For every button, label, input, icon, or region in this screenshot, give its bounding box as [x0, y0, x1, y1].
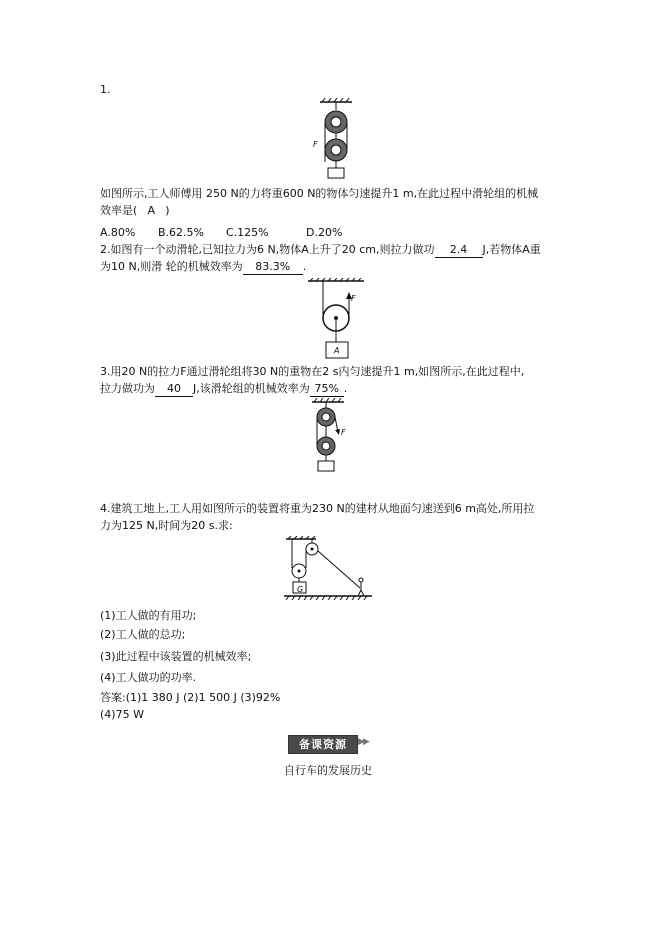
q2-text-post: J,若物体A重: [482, 243, 541, 256]
q2-blank-efficiency: 83.3%: [243, 260, 303, 275]
q2-text2-post: .: [302, 260, 307, 273]
q1-option-d: D.20%: [306, 226, 343, 239]
chevron-right-icon: ▶▶: [358, 737, 368, 747]
q3-line2: [100, 382, 347, 397]
q4-line2: 力为125 N,时间为20 s.求:: [100, 519, 233, 532]
q3-pulley-figure: [308, 398, 364, 474]
q3-force-label: F: [341, 428, 346, 437]
resource-title: 自行车的发展历史: [284, 764, 372, 777]
q3-text-pre: 拉力做功为: [100, 382, 155, 395]
q4-subquestion-1: (1)工人做的有用功;: [100, 609, 197, 622]
q2-text-pre: 2.如图有一个动滑轮,已知拉力为6 N,物体A上升了20 cm,则拉力做功: [100, 243, 435, 256]
q2-blank-work: 2.4: [435, 243, 483, 258]
q1-option-b: B.62.5%: [158, 226, 204, 239]
q2-block-label: A: [334, 346, 340, 355]
q4-subquestion-4: (4)工人做功的功率.: [100, 671, 197, 684]
q3-blank-work: 40: [155, 382, 193, 397]
q1-stem-pre: 效率是(: [100, 204, 138, 217]
q4-answer-line2: (4)75 W: [100, 708, 144, 721]
q1-stem-post: ): [165, 204, 170, 217]
q2-line1: [100, 243, 541, 258]
q1-number: 1.: [100, 83, 111, 96]
q3-blank-efficiency: 75%: [310, 382, 344, 397]
q4-line1: 4.建筑工地上,工人用如图所示的装置将重为230 N的建材从地面匀速送到6 m高处,所用拉: [100, 502, 535, 515]
q1-option-a: A.80%: [100, 226, 136, 239]
q1-line1: 如图所示,工人师傅用 250 N的力将重600 N的物体匀速提升1 m,在此过程中滑轮组的机械: [100, 187, 539, 200]
q1-option-c: C.125%: [226, 226, 269, 239]
q2-text2-pre: 为10 N,则滑 轮的机械效率为: [100, 260, 243, 273]
q4-block-label: G: [297, 585, 304, 594]
q3-line1: 3.用20 N的拉力F通过滑轮组将30 N的重物在2 s内匀速提升1 m,如图所示,在此过程中,: [100, 365, 525, 378]
q4-subquestion-2: (2)工人做的总功;: [100, 628, 186, 641]
q3-text-mid: J,该滑轮组的机械效率为: [193, 382, 310, 395]
resource-badge: 备课资源: [288, 735, 358, 754]
q3-text-post: .: [343, 382, 348, 395]
q2-line2: [100, 260, 306, 275]
q1-line2: [100, 204, 170, 218]
q2-force-label: F: [351, 294, 356, 303]
q1-answer: A: [147, 204, 156, 217]
q4-subquestion-3: (3)此过程中该装置的机械效率;: [100, 650, 252, 663]
q1-force-label: F: [313, 140, 318, 149]
q4-answer-line1: 答案:(1)1 380 J (2)1 500 J (3)92%: [100, 691, 281, 704]
